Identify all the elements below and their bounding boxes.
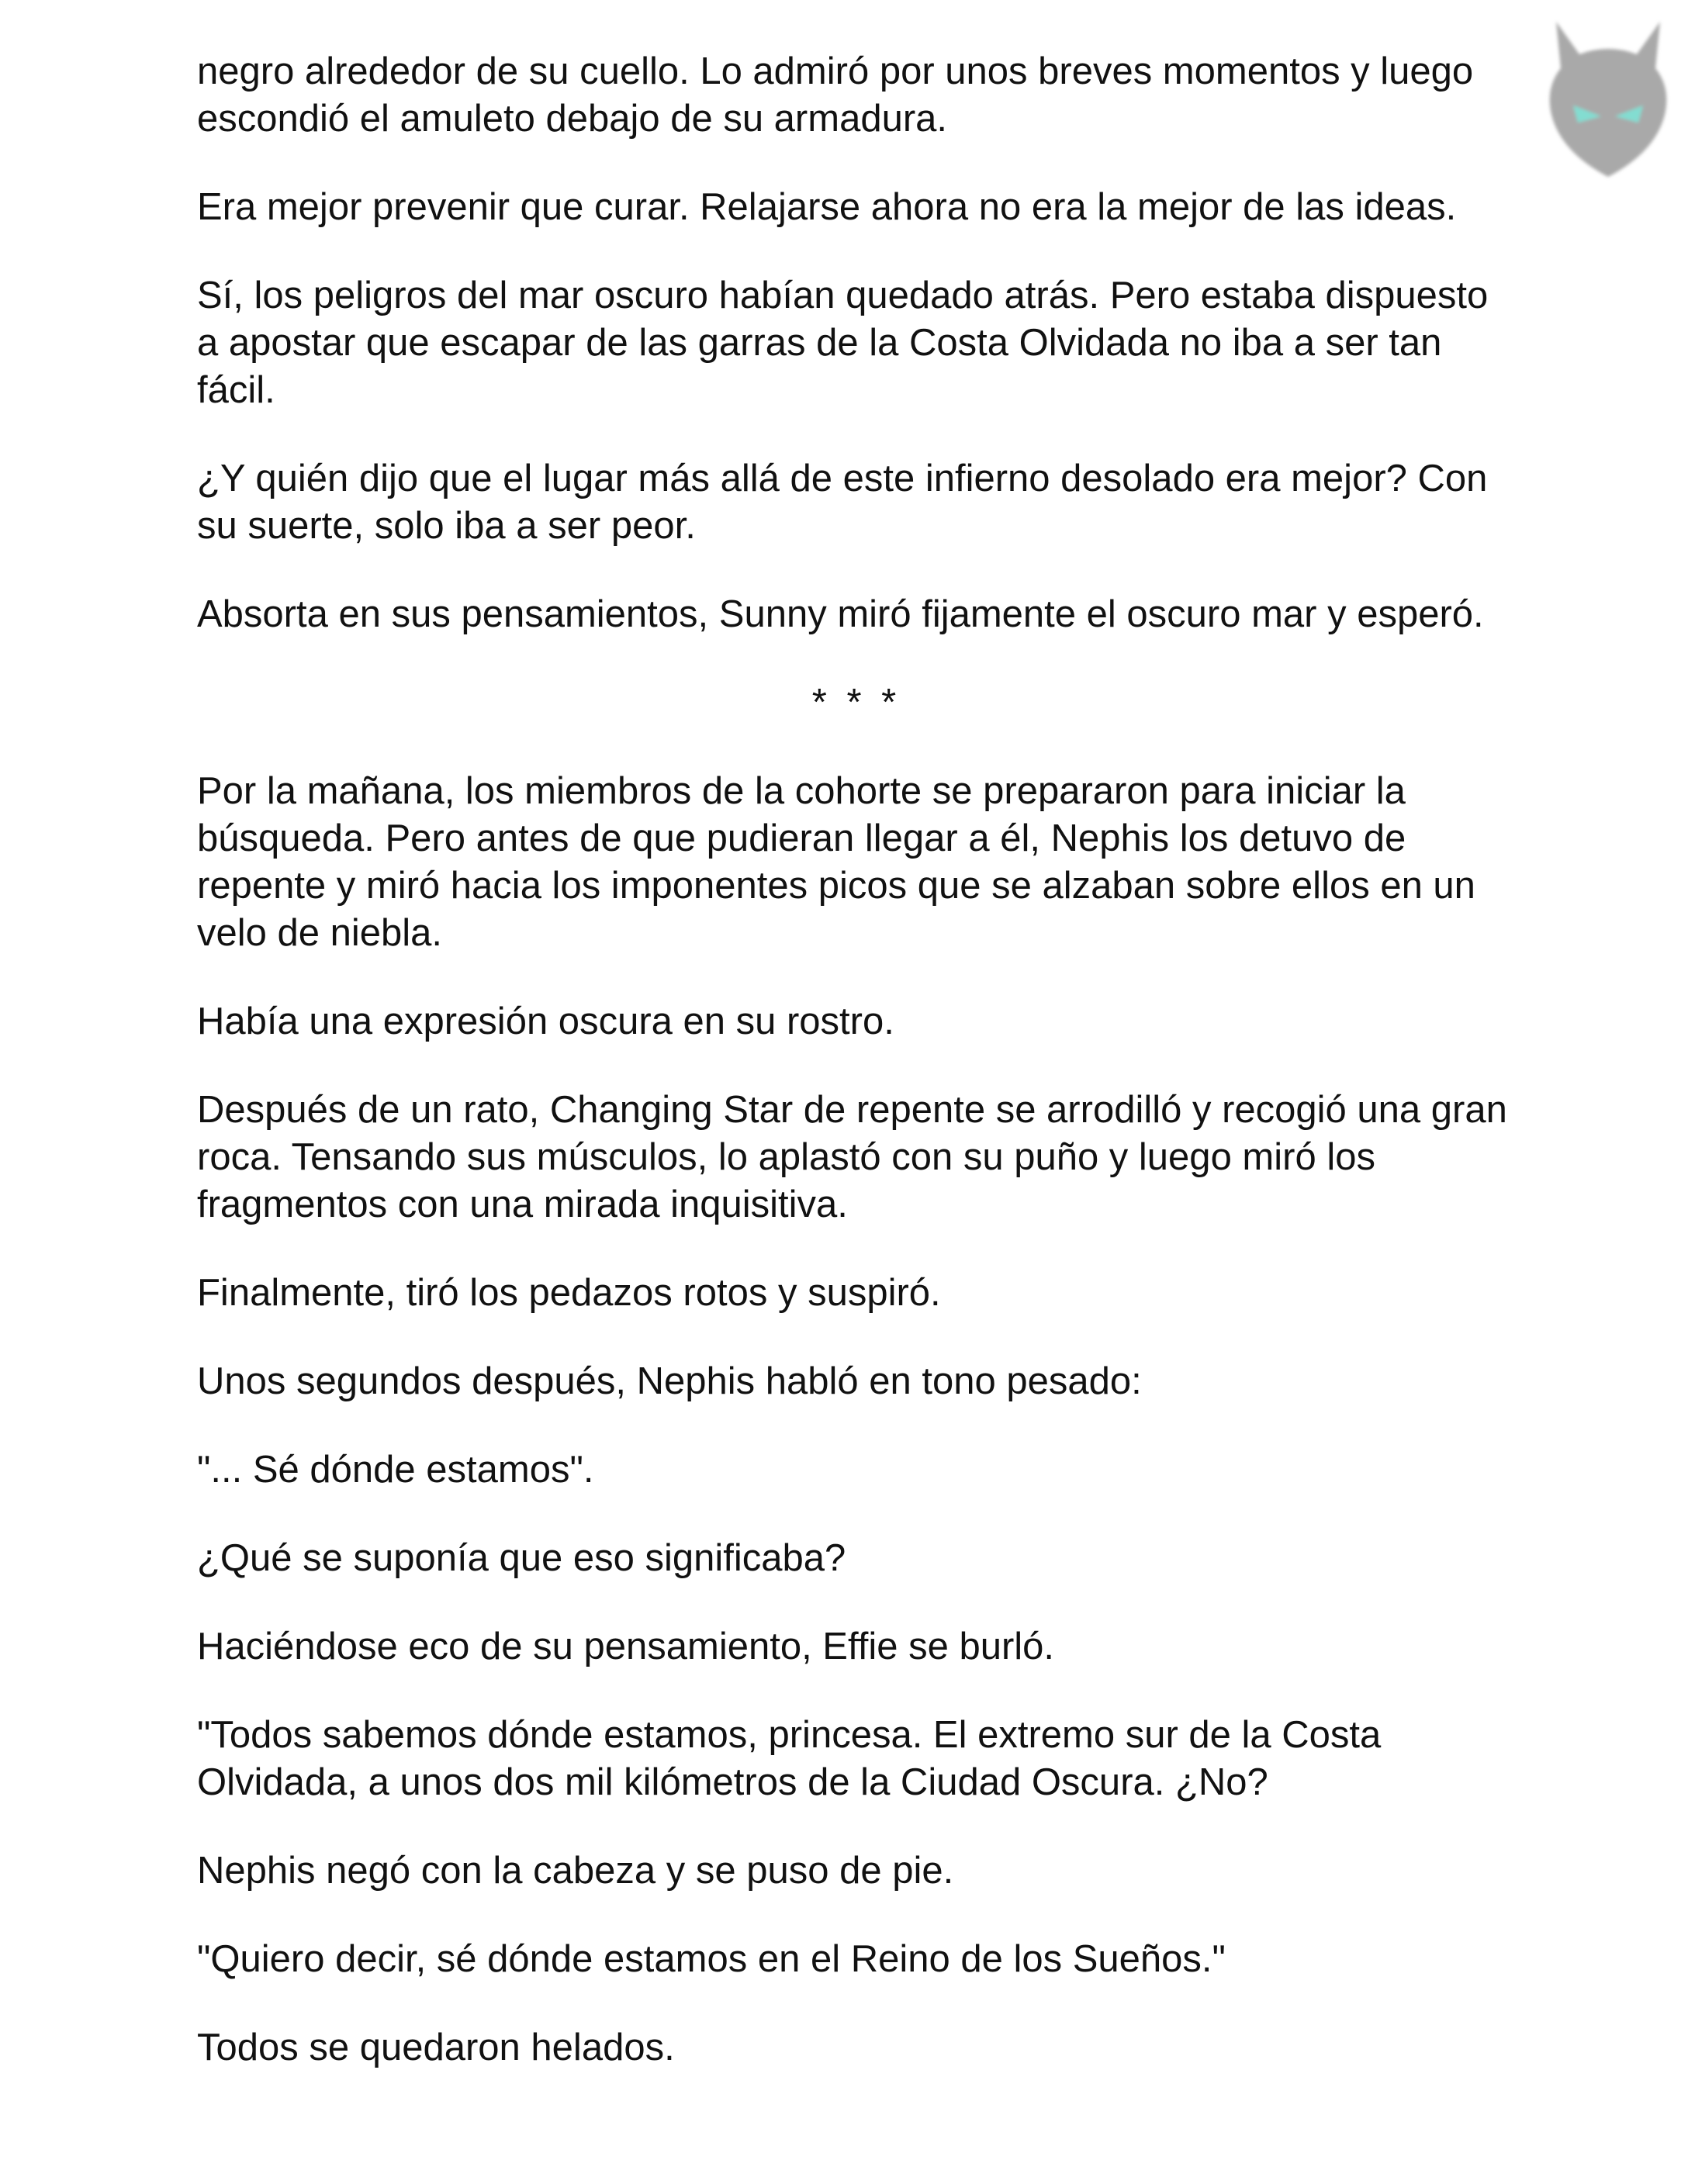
demon-head-icon	[1519, 14, 1688, 192]
paragraph: Era mejor prevenir que curar. Relajarse ahora no era la mejor de las ideas.	[197, 186, 1457, 228]
paragraph: "... Sé dónde estamos".	[197, 1449, 594, 1491]
document-body	[197, 48, 1516, 2113]
paragraph: "Quiero decir, sé dónde estamos en el Reino de los Sueños."	[197, 1938, 1226, 1980]
scene-separator: * * *	[811, 682, 901, 724]
paragraph: Después de un rato, Changing Star de repente se arrodilló y recogió una gran roca. Tensando sus músculos, lo aplastó con su puño y luego miró los fragmentos con una mirada inquisitiva.	[197, 1089, 1507, 1225]
paragraph: Unos segundos después, Nephis habló en tono pesado:	[197, 1360, 1142, 1402]
paragraph: negro alrededor de su cuello. Lo admiró por unos breves momentos y luego escondió el amuleto debajo de su armadura.	[197, 50, 1474, 140]
paragraph: Por la mañana, los miembros de la cohorte se prepararon para iniciar la búsqueda. Pero antes de que pudieran llegar a él, Nephis los detuvo de repente y miró hacia los imponentes picos que se alzaban sobre ellos en un velo de niebla.	[197, 770, 1475, 954]
paragraph: Sí, los peligros del mar oscuro habían quedado atrás. Pero estaba dispuesto a apostar que escapar de las garras de la Costa Olvidada no iba a ser tan fácil.	[197, 275, 1489, 411]
paragraph: Absorta en sus pensamientos, Sunny miró fijamente el oscuro mar y esperó.	[197, 593, 1484, 635]
paragraph: Haciéndose eco de su pensamiento, Effie se burló.	[197, 1626, 1055, 1667]
paragraph: Todos se quedaron helados.	[197, 2027, 675, 2068]
paragraph: ¿Qué se suponía que eso significaba?	[197, 1537, 846, 1579]
paragraph: ¿Y quién dijo que el lugar más allá de este infierno desolado era mejor? Con su suerte, solo iba a ser peor.	[197, 458, 1488, 547]
paragraph: Nephis negó con la cabeza y se puso de pie.	[197, 1850, 954, 1892]
paragraph: Había una expresión oscura en su rostro.	[197, 1000, 894, 1042]
paragraph: Finalmente, tiró los pedazos rotos y suspiró.	[197, 1272, 941, 1314]
paragraph: "Todos sabemos dónde estamos, princesa. El extremo sur de la Costa Olvidada, a unos dos mil kilómetros de la Ciudad Oscura. ¿No?	[197, 1714, 1382, 1803]
